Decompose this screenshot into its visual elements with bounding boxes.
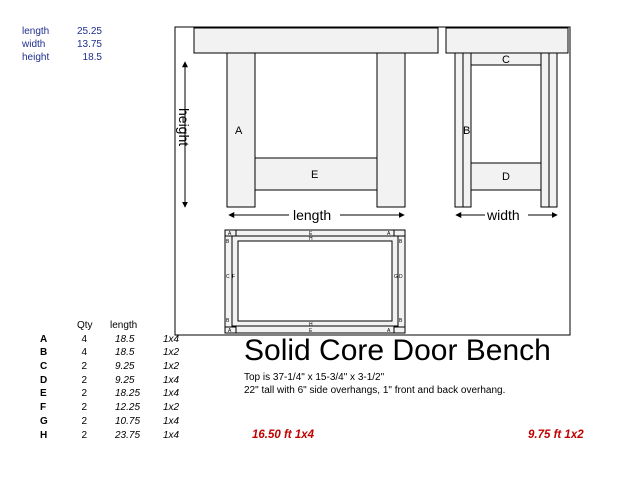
plan-label-e: E [309,231,313,237]
param-value: 25.25 [76,26,102,37]
part-stock: 1x4 [163,374,180,386]
part-length: 18.5 [115,333,135,345]
cut-list-row [40,347,190,361]
part-stock: 1x2 [163,361,180,373]
param-value: 18.5 [82,52,102,63]
cut-list-table [40,320,190,443]
part-id: B [40,347,48,359]
cut-list-row [40,402,190,416]
part-length: 9.25 [115,374,135,386]
part-stock: 1x4 [163,429,180,441]
cut-list-row [40,416,190,430]
plan-label-h: H [309,322,313,328]
width-dimension-label: width [487,207,520,223]
total-1x4: 16.50 ft 1x4 [252,429,315,441]
page-title: Solid Core Door Bench [244,334,551,367]
description-line: 22" tall with 6" side overhangs, 1" front and back overhang. [244,385,506,396]
part-length: 9.25 [115,361,135,373]
total-1x2: 9.75 ft 1x2 [528,429,584,441]
cut-list-row [40,361,190,375]
cut-list-header [40,320,190,334]
part-label-e: E [311,169,319,181]
part-qty: 2 [81,429,87,441]
plan-frame-inner [238,241,392,321]
part-length: 18.25 [115,388,141,400]
cut-list-row [40,375,190,389]
part-qty: 2 [81,374,87,386]
part-length: 10.75 [115,415,141,427]
plan-label-c: C [226,274,230,280]
part-id: F [40,402,47,414]
qty-header: Qty [77,320,93,331]
plan-corner [394,230,405,236]
part-stock: 1x4 [163,415,180,427]
plan-label-a: A [387,231,391,237]
plan-label-e: E [309,328,313,334]
plan-label-h: H [309,236,313,242]
param-value: 13.75 [76,39,102,50]
param-label: width [22,39,46,50]
part-qty: 2 [81,361,87,373]
part-id: C [40,361,48,373]
plan-label-b: B [399,318,403,324]
plan-label-d: D [399,274,403,280]
plan-corner [394,327,405,333]
part-length: 23.75 [115,429,141,441]
part-stock: 1x4 [163,388,180,400]
part-qty: 2 [81,402,87,414]
part-label-d: D [502,171,510,183]
part-qty: 4 [81,347,87,359]
part-qty: 2 [81,388,87,400]
plan-label-a: A [228,328,232,334]
plan-label-b: B [399,239,403,245]
part-label-a: A [235,125,243,137]
param-label: length [22,26,50,37]
plan-label-f: F [232,274,236,280]
part-label-b: B [463,125,471,137]
part-id: G [40,415,48,427]
part-id: D [40,374,48,386]
part-length: 18.5 [115,347,135,359]
plan-label-b: B [226,239,230,245]
part-label-c: C [502,54,510,66]
plan-label-b: B [226,318,230,324]
part-id: H [40,429,48,441]
description-line: Top is 37-1/4" x 15-3/4" x 3-1/2" [244,372,385,383]
length-dimension-label: length [293,207,332,223]
plan-label-a: A [387,328,391,334]
part-stock: 1x2 [163,402,180,414]
part-length: 12.25 [115,402,141,414]
part-qty: 2 [81,415,87,427]
part-id: A [40,333,48,345]
part-id: E [40,388,47,400]
plan-label-g: G [394,274,398,280]
height-dimension-label: height [176,108,192,147]
front-top-board [194,28,438,53]
part-qty: 4 [81,333,87,345]
cut-list-row [40,388,190,402]
plan-label-a: A [228,231,232,237]
cut-list-row [40,334,190,348]
cut-list-row [40,430,190,444]
side-top-board [446,28,568,53]
part-stock: 1x2 [163,347,180,359]
part-stock: 1x4 [163,333,180,345]
length-header: length [110,320,138,331]
front-leg-right [377,53,405,207]
param-label: height [22,52,50,63]
